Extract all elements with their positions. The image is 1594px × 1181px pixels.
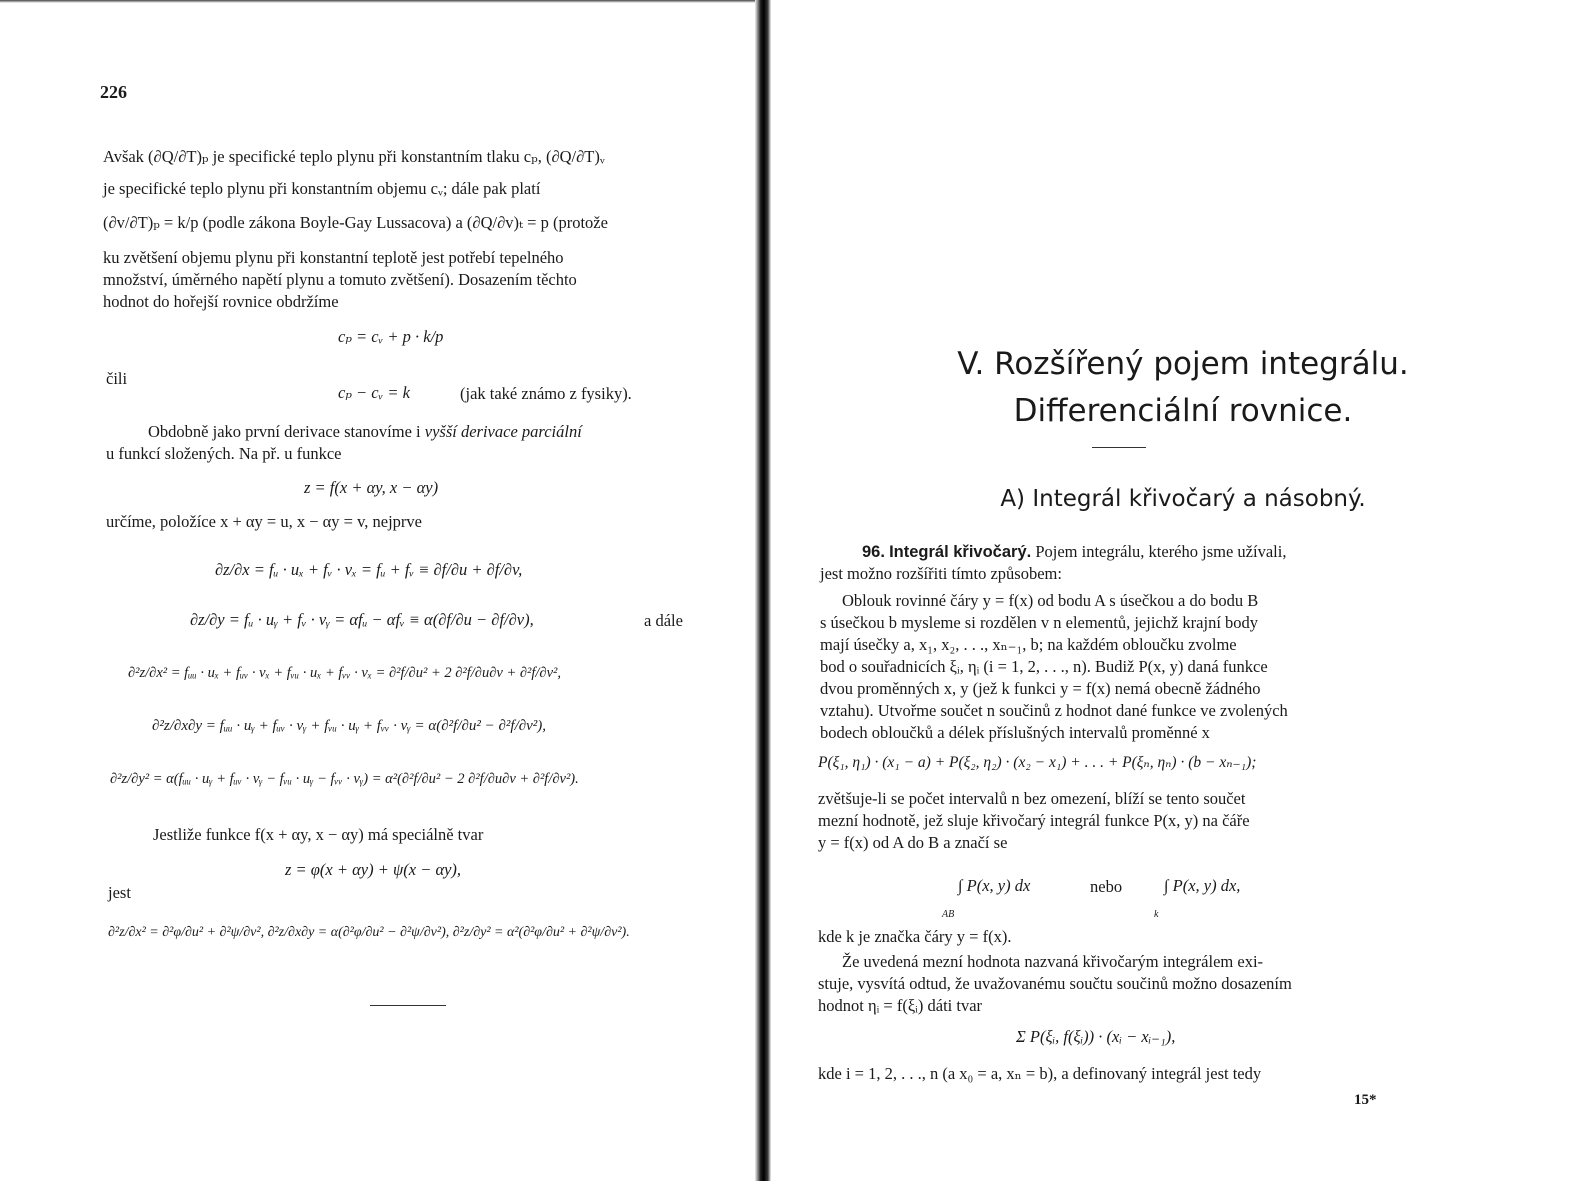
paragraph-arc-line-4: bod o souřadnicích ξᵢ, ηᵢ (i = 1, 2, . . ., n). Budiž P(x, y) daná funkce <box>820 657 1268 676</box>
chapter-title-line-2: Differenciální rovnice. <box>1013 393 1353 429</box>
paragraph-final-line: kde i = 1, 2, . . ., n (a x₀ = a, xₙ = b), a definovaný integrál jest tedy <box>818 1064 1262 1083</box>
equation-riemann-sum: P(ξ₁, η₁) · (x₁ − a) + P(ξ₂, η₂) · (x₂ − x₁) + . . . + P(ξₙ, ηₙ) · (b − xₙ₋₁); <box>818 754 1257 771</box>
equation-cp: cₚ = cᵥ + p · k/p <box>338 327 444 346</box>
equation-cp-minus-cv: cₚ − cᵥ = k <box>338 383 410 402</box>
paragraph-existence-line-3: hodnot ηᵢ = f(ξᵢ) dáti tvar <box>818 996 983 1015</box>
paragraph-limit-line-3: y = f(x) od A do B a značí se <box>818 833 1008 852</box>
top-edge-shadow <box>0 0 760 3</box>
end-rule <box>370 1005 446 1006</box>
equation-dz-dy-tail: a dále <box>644 611 683 630</box>
integral-ab: ∫ P(x, y) dx <box>958 876 1031 895</box>
section-96-line-2: jest možno rozšířiti tímto způsobem: <box>820 564 1062 583</box>
equation-dz-dy: ∂z/∂y = fᵤ · uᵧ + fᵥ · vᵧ = αfᵤ − αfᵥ ≡ α(∂f/∂u − ∂f/∂v), <box>190 610 534 629</box>
paragraph-arc-line-5: dvou proměnných x, y (jež k funkci y = f(x) nemá obecně žádného <box>820 679 1261 698</box>
integral-ab-subscript: AB <box>942 909 955 920</box>
left-page <box>0 0 760 1181</box>
page-number: 226 <box>100 82 127 102</box>
section-title: A) Integrál křivočarý a násobný. <box>1000 486 1366 512</box>
paragraph-limit-line-2: mezní hodnotě, jež sluje křivočarý integrál funkce P(x, y) na čáře <box>818 811 1250 830</box>
paragraph-limit-line-1: zvětšuje-li se počet intervalů n bez omezení, blíží se tento součet <box>818 789 1246 808</box>
book-gutter <box>755 0 771 1181</box>
integral-k: ∫ P(x, y) dx, <box>1164 876 1241 895</box>
equation-sigma-sum: Σ P(ξᵢ, f(ξᵢ)) · (xᵢ − xᵢ₋₁), <box>1016 1027 1176 1046</box>
paragraph-2-line-2: u funkcí složených. Na př. u funkce <box>106 444 342 463</box>
paragraph-arc-line-1: Oblouk rovinné čáry y = f(x) od bodu A s úsečkou a do bodu B <box>842 591 1259 610</box>
equation-d2z-dy2: ∂²z/∂y² = α(fᵤᵤ · uᵧ + fᵤᵥ · vᵧ − fᵥᵤ · uᵧ − fᵥᵥ · vᵧ) = α²(∂²f/∂u² − 2 ∂²f/∂u∂v + ∂²f/∂v²). <box>110 771 579 787</box>
paragraph-arc-line-7: bodech obloučků a délek příslušných intervalů proměnné x <box>820 723 1210 742</box>
section-96-intro: Pojem integrálu, kterého jsme užívali, <box>1031 542 1287 561</box>
chapter-title-line-1: V. Rozšířený pojem integrálu. <box>957 346 1409 382</box>
paragraph-existence-line-2: stuje, vysvítá odtud, že uvažovanému součtu součinů možno dosazením <box>818 974 1292 993</box>
equation-d2z-dx2: ∂²z/∂x² = fᵤᵤ · uₓ + fᵤᵥ · vₓ + fᵥᵤ · uₓ + fᵥᵥ · vₓ = ∂²f/∂u² + 2 ∂²f/∂u∂v + ∂²f/∂v², <box>128 665 561 681</box>
paragraph-4-line: Jestliže funkce f(x + αy, x − αy) má speciálně tvar <box>153 825 484 844</box>
paragraph-arc-line-3: mají úsečky a, x₁, x₂, . . ., xₙ₋₁, b; na každém obloučku zvolme <box>820 635 1237 654</box>
equation-d2z-dxdy: ∂²z/∂x∂y = fᵤᵤ · uᵧ + fᵤᵥ · vᵧ + fᵥᵤ · uᵧ + fᵥᵥ · vᵧ = α(∂²f/∂u² − ∂²f/∂v²), <box>152 718 547 734</box>
paragraph-1-line-6: hodnot do hořejší rovnice obdržíme <box>103 292 339 311</box>
equation-z-function: z = f(x + αy, x − αy) <box>304 478 439 497</box>
integral-k-subscript: k <box>1154 909 1159 920</box>
paragraph-existence-line-1: Že uvedená mezní hodnota nazvaná křivočarým integrálem exi- <box>842 952 1264 971</box>
paragraph-1-line-1: Avšak (∂Q/∂T)ₚ je specifické teplo plynu při konstantním tlaku cₚ, (∂Q/∂T)ᵥ <box>103 147 605 166</box>
paragraph-1-line-3: (∂v/∂T)ₚ = k/p (podle zákona Boyle-Gay Lussacova) a (∂Q/∂v)ₜ = p (protože <box>103 213 608 232</box>
paragraph-2-line-1 <box>148 421 582 442</box>
right-page <box>772 0 1594 1181</box>
word-jest: jest <box>108 883 131 902</box>
paragraph-1-line-5: množství, úměrného napětí plynu a tomuto zvětšení). Dosazením těchto <box>103 270 577 289</box>
paragraph-1-line-4: ku zvětšení objemu plynu při konstantní teplotě jest potřebí tepelného <box>103 248 564 267</box>
section-96-heading <box>862 541 1286 563</box>
paragraph-arc-line-2: s úsečkou b mysleme si rozdělen v n elementů, jejichž krajní body <box>820 613 1259 632</box>
paragraph-2-text: Obdobně jako první derivace stanovíme i <box>148 422 425 441</box>
equation-cp-note: (jak také známo z fysiky). <box>460 384 632 403</box>
paragraph-3-line: určíme, položíce x + αy = u, x − αy = v, nejprve <box>106 512 422 531</box>
equation-dz-dx: ∂z/∂x = fᵤ · uₓ + fᵥ · vₓ = fᵤ + fᵥ ≡ ∂f/∂u + ∂f/∂v, <box>215 560 523 579</box>
word-nebo: nebo <box>1090 877 1123 896</box>
section-96-title: Integrál křivočarý. <box>889 543 1032 561</box>
equation-final-derivatives: ∂²z/∂x² = ∂²φ/∂u² + ∂²ψ/∂v², ∂²z/∂x∂y = α(∂²φ/∂u² − ∂²ψ/∂v²), ∂²z/∂y² = α²(∂²φ/∂u² + ∂²ψ/∂v²). <box>108 925 630 940</box>
equation-phi-psi: z = φ(x + αy) + ψ(x − αy), <box>285 860 462 879</box>
paragraph-curve-mark: kde k je značka čáry y = f(x). <box>818 927 1012 946</box>
section-96-number: 96. <box>862 543 885 561</box>
signature-mark: 15* <box>1354 1092 1377 1108</box>
paragraph-2-italic-term: vyšší derivace parciální <box>424 422 582 441</box>
paragraph-1-line-2: je specifické teplo plynu při konstantním objemu cᵥ; dále pak platí <box>103 179 541 198</box>
title-rule <box>1092 447 1146 448</box>
paragraph-arc-line-6: vztahu). Utvořme součet n součinů z hodnot dané funkce ve zvolených <box>820 701 1288 720</box>
word-cili: čili <box>106 369 128 388</box>
